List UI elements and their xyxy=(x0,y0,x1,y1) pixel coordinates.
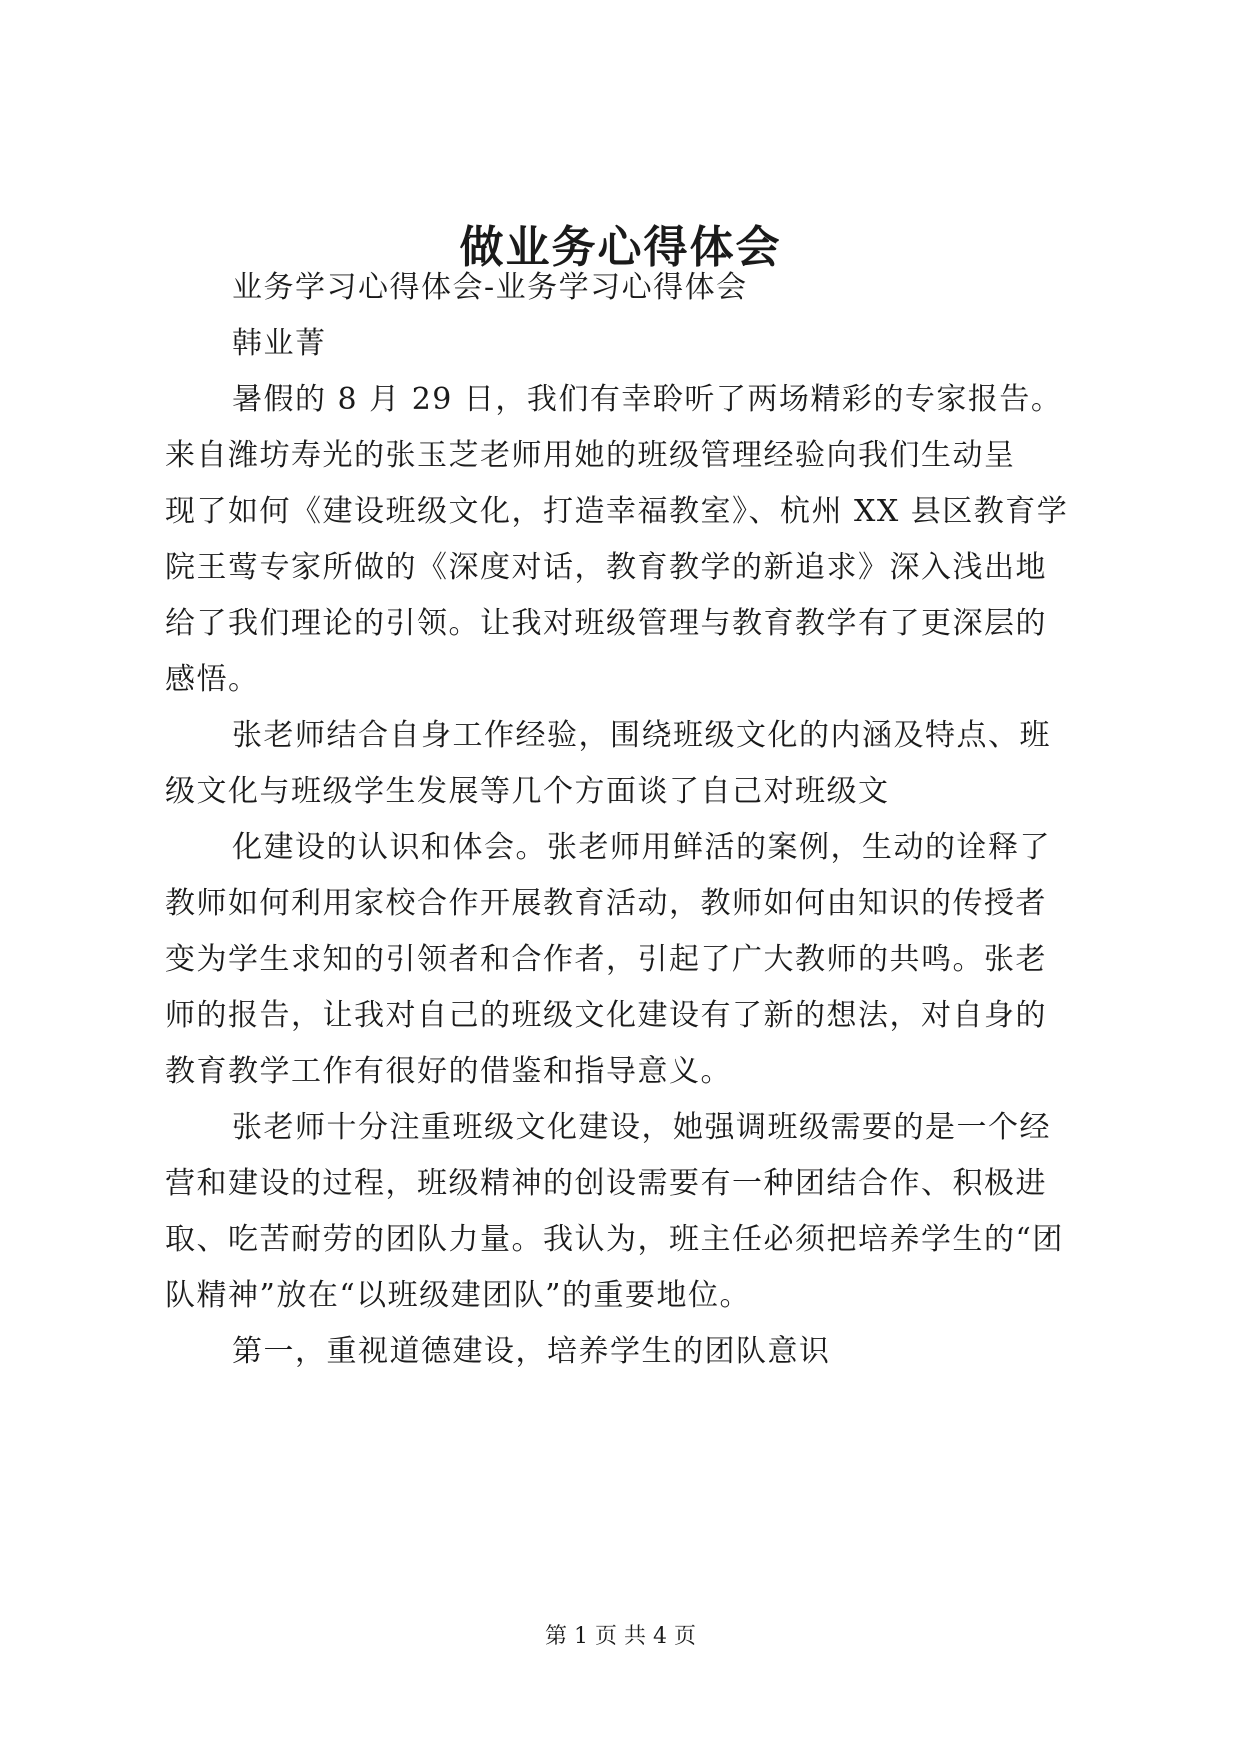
paragraph-line: 来自潍坊寿光的张玉芝老师用她的班级管理经验向我们生动呈 xyxy=(165,438,1016,473)
paragraph-line: 队精神”放在“以班级建团队”的重要地位。 xyxy=(165,1278,752,1313)
paragraph-line: 现了如何《建设班级文化，打造幸福教室》、杭州 XX 县区教育学 xyxy=(165,494,1069,529)
paragraph-line: 变为学生求知的引领者和合作者，引起了广大教师的共鸣。张老 xyxy=(165,942,1047,977)
paragraph-line: 营和建设的过程，班级精神的创设需要有一种团结合作、积极进 xyxy=(165,1166,1047,1201)
paragraph-line: 级文化与班级学生发展等几个方面谈了自己对班级文 xyxy=(165,774,890,809)
paragraph-line: 张老师结合自身工作经验，围绕班级文化的内涵及特点、班 xyxy=(232,718,1051,753)
paragraph-line: 教育教学工作有很好的借鉴和指导意义。 xyxy=(165,1054,732,1089)
paragraph-line: 院王莺专家所做的《深度对话，教育教学的新追求》深入浅出地 xyxy=(165,550,1047,585)
paragraph-line: 张老师十分注重班级文化建设，她强调班级需要的是一个经 xyxy=(232,1110,1051,1145)
paragraph-line: 暑假的 8 月 29 日，我们有幸聆听了两场精彩的专家报告。 xyxy=(232,382,1063,417)
document-title: 做业务心得体会 xyxy=(459,222,782,273)
paragraph-line: 给了我们理论的引领。让我对班级管理与教育教学有了更深层的 xyxy=(165,606,1047,641)
section-heading-line: 第一，重视道德建设，培养学生的团队意识 xyxy=(232,1334,831,1369)
subtitle-line: 业务学习心得体会-业务学习心得体会 xyxy=(232,270,748,305)
paragraph-line: 感悟。 xyxy=(165,662,260,697)
paragraph-line: 取、吃苦耐劳的团队力量。我认为，班主任必须把培养学生的“团 xyxy=(165,1222,1064,1257)
paragraph-line: 师的报告，让我对自己的班级文化建设有了新的想法，对自身的 xyxy=(165,998,1047,1033)
paragraph-line: 化建设的认识和体会。张老师用鲜活的案例，生动的诠释了 xyxy=(232,830,1051,865)
paragraph-line: 教师如何利用家校合作开展教育活动，教师如何由知识的传授者 xyxy=(165,886,1047,921)
page-number-footer: 第 1 页 共 4 页 xyxy=(545,1624,696,1649)
author-line: 韩业菁 xyxy=(232,326,327,361)
